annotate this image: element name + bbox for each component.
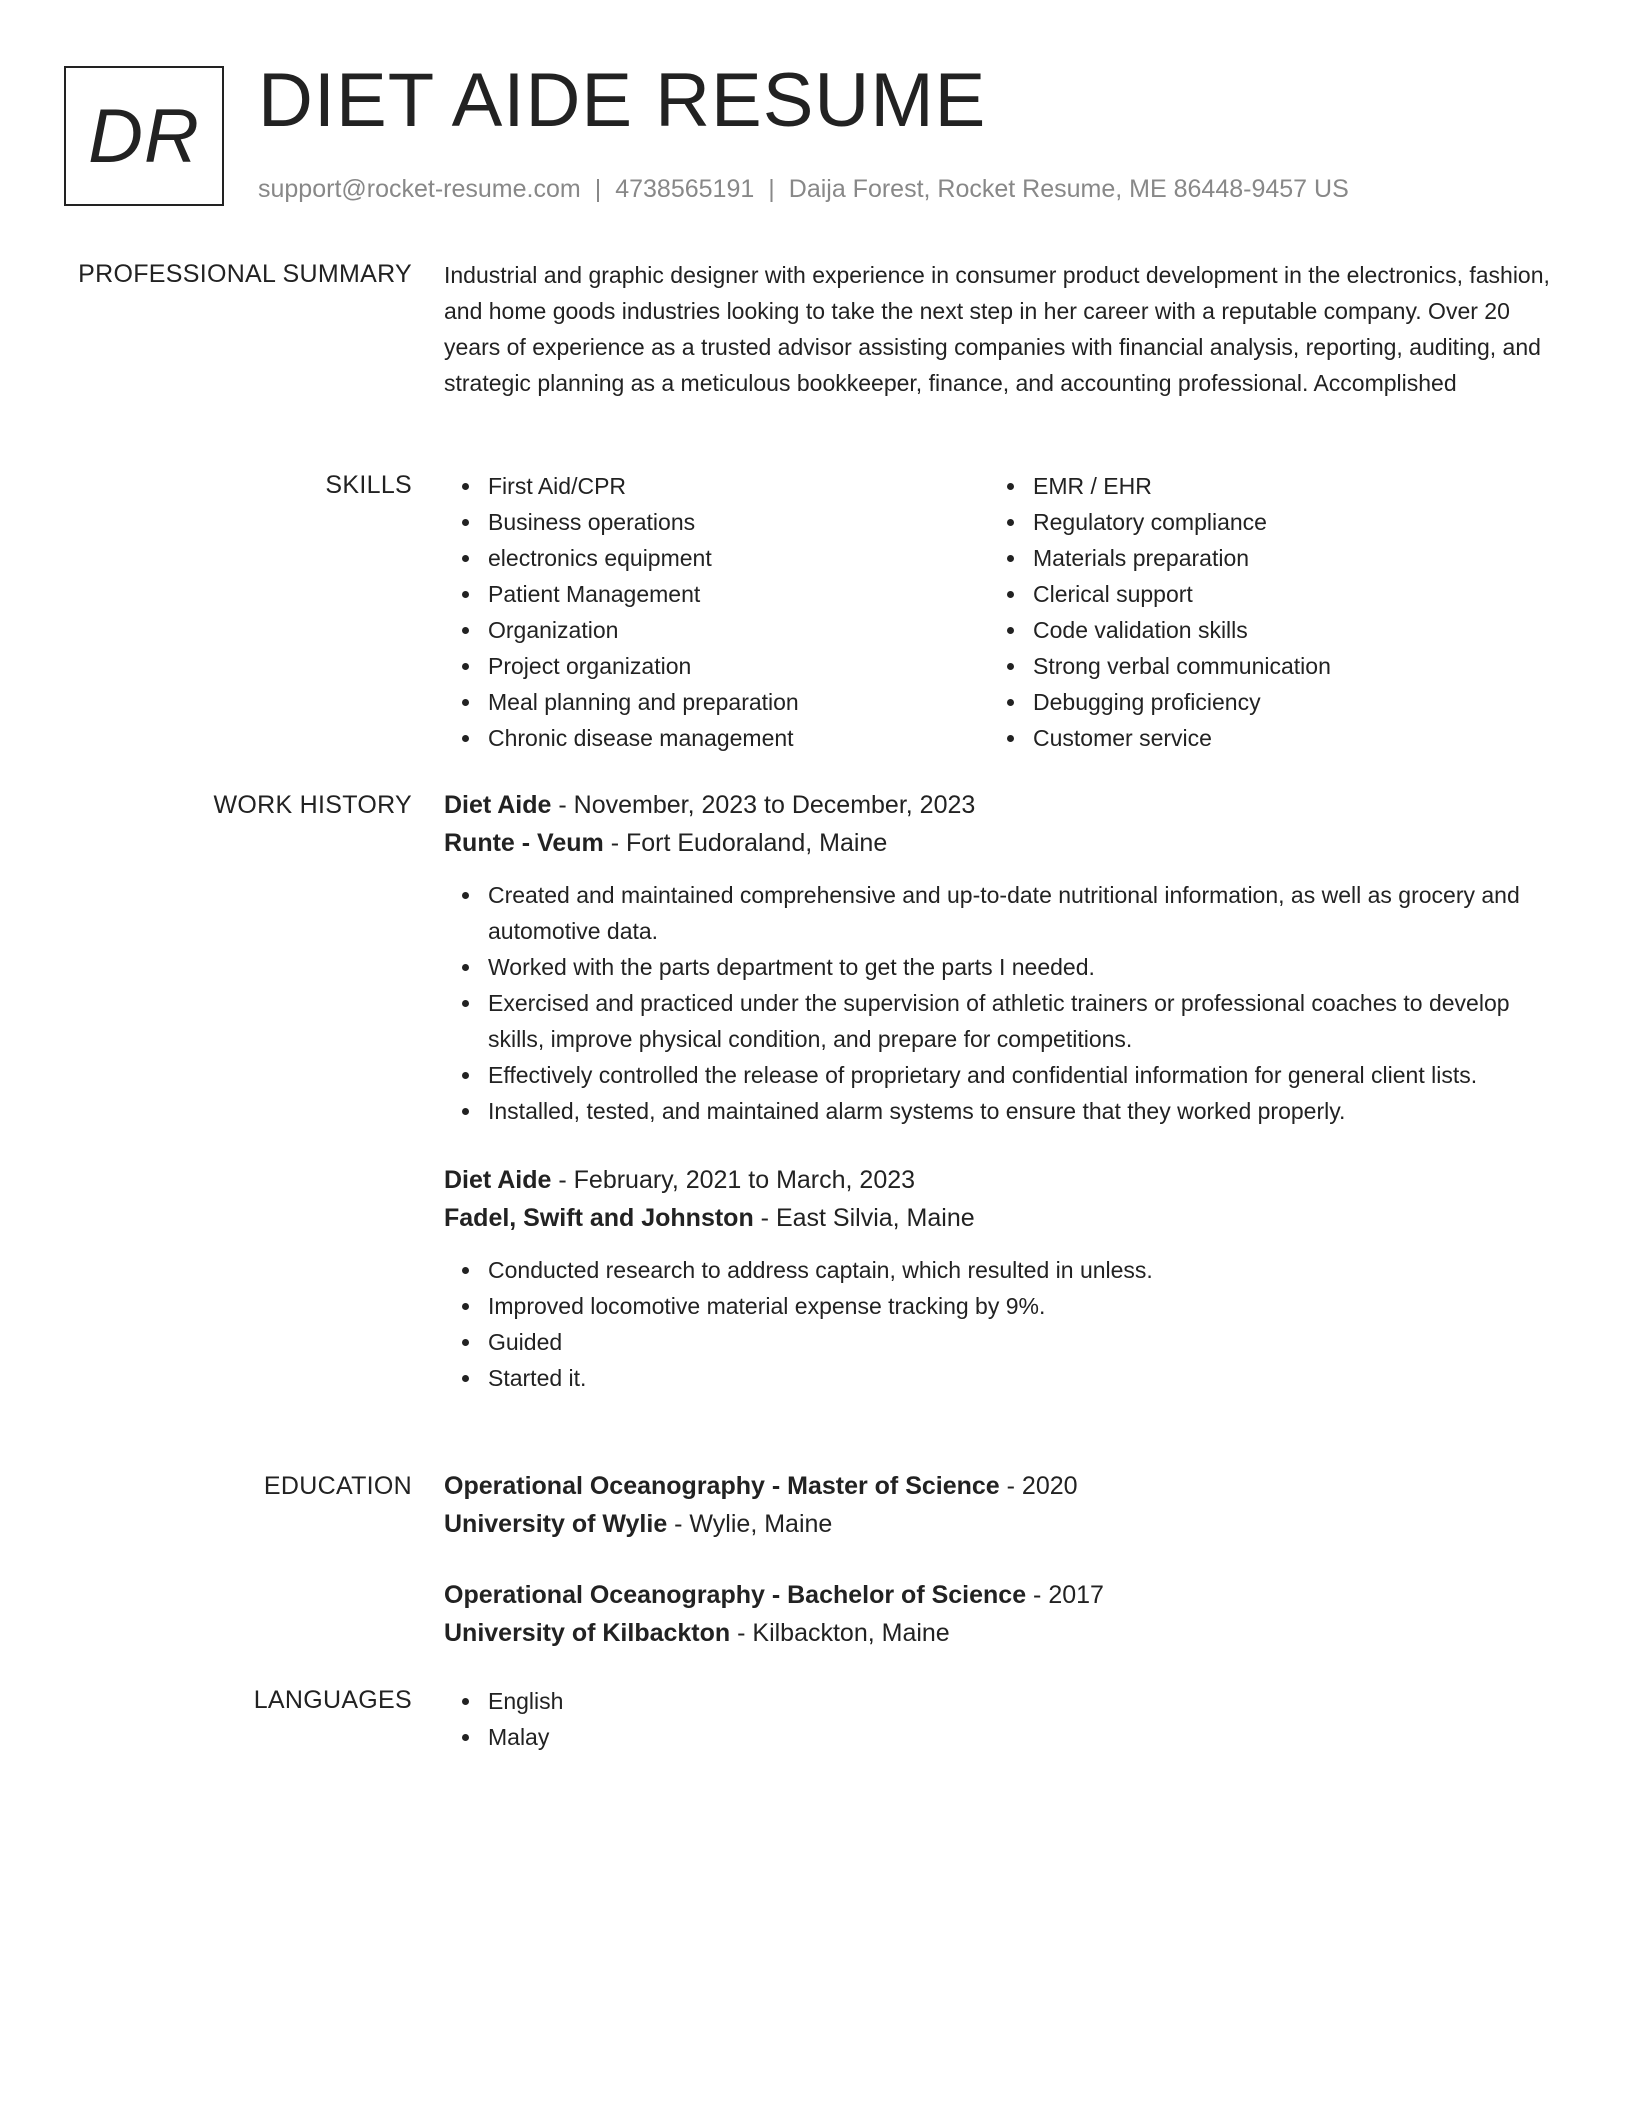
- degree-year: - 2020: [999, 1472, 1078, 1500]
- skill-item: Project organization: [488, 648, 989, 684]
- skill-item: Code validation skills: [1033, 612, 1534, 648]
- language-item: English: [488, 1683, 1554, 1719]
- job-company-line: [444, 1199, 1554, 1237]
- skill-item: Strong verbal communication: [1033, 648, 1534, 684]
- job-duty: Created and maintained comprehensive and up-to-date nutritional information, as well as grocery and automotive data.: [488, 877, 1554, 949]
- job-title-line: [444, 786, 1554, 824]
- skill-item: Business operations: [488, 504, 989, 540]
- skills-column-right: [989, 468, 1534, 756]
- skill-item: First Aid/CPR: [488, 468, 989, 504]
- skill-item: Meal planning and preparation: [488, 684, 989, 720]
- job-dates: - November, 2023 to December, 2023: [551, 791, 976, 819]
- languages-heading: LANGUAGES: [253, 1686, 412, 1714]
- job-company-line: [444, 824, 1554, 862]
- summary-heading: PROFESSIONAL SUMMARY: [78, 260, 412, 288]
- contact-phone[interactable]: 4738565191: [615, 175, 755, 203]
- skills-list: [444, 468, 1554, 756]
- job-company: Runte - Veum: [444, 829, 604, 857]
- job-location: - Fort Eudoraland, Maine: [603, 829, 888, 857]
- job-dates: - February, 2021 to March, 2023: [551, 1166, 916, 1194]
- degree-line: [444, 1576, 1554, 1614]
- school-line: [444, 1614, 1554, 1652]
- skill-item: Customer service: [1033, 720, 1534, 756]
- job-duty: Worked with the parts department to get the parts I needed.: [488, 949, 1554, 985]
- resume-title: DIET AIDE RESUME: [258, 58, 987, 143]
- contact-separator: |: [594, 175, 602, 203]
- skill-item: EMR / EHR: [1033, 468, 1534, 504]
- skill-item: Patient Management: [488, 576, 989, 612]
- job-title: Diet Aide: [444, 791, 552, 819]
- job-entry: [444, 1161, 1554, 1396]
- job-duty: Guided: [488, 1324, 1554, 1360]
- job-location: - East Silvia, Maine: [753, 1204, 975, 1232]
- skill-item: Debugging proficiency: [1033, 684, 1534, 720]
- summary-text: Industrial and graphic designer with experience in consumer product development in the electronics, fashion, and home goods industries looking to take the next step in her career with a reputable company. Over 20 years of experience as a trusted advisor assisting companies with financial analysis, reporting, auditing, and strategic planning as a meticulous bookkeeper, finance, and accounting professional. Accomplished: [444, 262, 1550, 396]
- job-duties: [444, 877, 1554, 1129]
- education-entry: [444, 1576, 1554, 1652]
- degree-year: - 2017: [1026, 1581, 1104, 1609]
- languages-list: [444, 1683, 1554, 1755]
- job-duty: Improved locomotive material expense tracking by 9%.: [488, 1288, 1554, 1324]
- contact-separator: |: [768, 175, 775, 203]
- contact-address: Daija Forest, Rocket Resume, ME 86448-9457 US: [788, 175, 1349, 203]
- contact-email[interactable]: support@rocket-resume.com: [258, 175, 581, 203]
- skill-item: Chronic disease management: [488, 720, 989, 756]
- skill-item: Materials preparation: [1033, 540, 1534, 576]
- job-duties: [444, 1252, 1554, 1396]
- work-history-heading: WORK HISTORY: [213, 791, 412, 819]
- school-line: [444, 1505, 1554, 1543]
- degree-line: [444, 1467, 1554, 1505]
- education-entry: [444, 1467, 1554, 1543]
- job-duty: Conducted research to address captain, which resulted in unless.: [488, 1252, 1554, 1288]
- degree: Operational Oceanography - Bachelor of Science: [444, 1581, 1027, 1609]
- school-location: - Kilbackton, Maine: [730, 1619, 950, 1647]
- job-duty: Exercised and practiced under the supervision of athletic trainers or professional coaches to develop skills, improve physical condition, and prepare for competitions.: [488, 985, 1554, 1057]
- skill-item: electronics equipment: [488, 540, 989, 576]
- education-list: [444, 1467, 1554, 1652]
- skill-item: Clerical support: [1033, 576, 1534, 612]
- skills-column-left: [444, 468, 989, 756]
- job-duty: Started it.: [488, 1360, 1554, 1396]
- job-title: Diet Aide: [444, 1166, 552, 1194]
- monogram-badge: [64, 66, 224, 206]
- skills-heading: SKILLS: [325, 471, 412, 499]
- job-duty: Installed, tested, and maintained alarm systems to ensure that they worked properly.: [488, 1093, 1554, 1129]
- education-heading: EDUCATION: [263, 1472, 412, 1500]
- work-history: [444, 786, 1554, 1396]
- language-item: Malay: [488, 1719, 1554, 1755]
- job-company: Fadel, Swift and Johnston: [444, 1204, 754, 1232]
- degree: Operational Oceanography - Master of Science: [444, 1472, 1000, 1500]
- skill-item: Organization: [488, 612, 989, 648]
- school: University of Wylie: [444, 1510, 668, 1538]
- contact-line: [258, 172, 1349, 206]
- monogram-initials: DR: [88, 93, 200, 179]
- skill-item: Regulatory compliance: [1033, 504, 1534, 540]
- job-duty: Effectively controlled the release of proprietary and confidential information for general client lists.: [488, 1057, 1554, 1093]
- job-entry: [444, 786, 1554, 1129]
- school-location: - Wylie, Maine: [667, 1510, 833, 1538]
- job-title-line: [444, 1161, 1554, 1199]
- school: University of Kilbackton: [444, 1619, 731, 1647]
